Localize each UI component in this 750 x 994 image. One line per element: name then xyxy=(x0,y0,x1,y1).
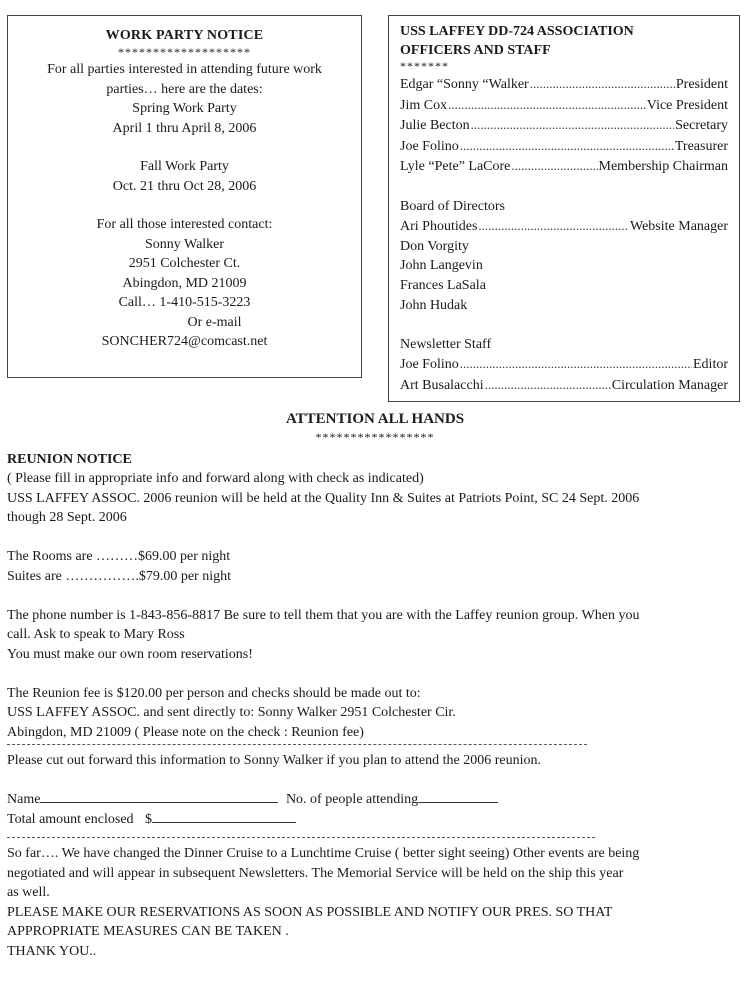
contact-or: Or e-mail xyxy=(187,314,242,330)
officer-row xyxy=(400,156,728,177)
name-blank[interactable] xyxy=(40,790,278,803)
officers-staff-box xyxy=(388,15,740,402)
officer-name: Joe Folino xyxy=(400,138,459,154)
caps-line-2: APPROPRIATE MEASURES CAN BE TAKEN . xyxy=(7,924,289,939)
board-member-name: Ari Phoutides xyxy=(400,219,478,235)
contact-street: 2951 Colchester Ct. xyxy=(128,256,241,271)
amount-label: Total amount enclosed xyxy=(7,811,134,827)
rooms-rate: The Rooms are ………$69.00 per night xyxy=(7,549,231,564)
sofar-line-1: So far…. We have changed the Dinner Cruise to a Lunchtime Cruise ( better sight seeing) Other events are being xyxy=(7,846,640,861)
officer-role: Treasurer xyxy=(674,138,728,154)
officer-row xyxy=(400,115,728,136)
officer-name: Edgar “Sonny “Walker xyxy=(400,77,529,92)
newsletter-row xyxy=(400,354,728,375)
amount-row xyxy=(7,810,743,830)
officer-role: Membership Chairman xyxy=(598,159,728,175)
newsletter-role: Circulation Manager xyxy=(611,377,728,393)
board-member: John Hudak xyxy=(400,297,468,313)
caps-line-1: PLEASE MAKE OUR RESERVATIONS AS SOON AS POSSIBLE AND NOTIFY OUR PRES. SO THAT xyxy=(7,904,613,920)
spring-party-dates: April 1 thru April 8, 2006 xyxy=(112,120,257,136)
contact-name: Sonny Walker xyxy=(144,236,225,252)
officer-role: President xyxy=(675,77,728,92)
board-member: Frances LaSala xyxy=(400,277,486,293)
reunion-instruction: ( Please fill in appropriate info and forward along with check as indicated) xyxy=(7,471,424,486)
thank-you: THANK YOU.. xyxy=(7,943,97,959)
officer-row xyxy=(400,74,728,95)
officer-name: Lyle “Pete” LaCore xyxy=(400,159,511,175)
officer-role: Vice President xyxy=(646,97,728,113)
contact-phone: Call… 1-410-515-3223 xyxy=(118,295,251,310)
officer-row xyxy=(400,95,728,116)
attention-stars: ***************** xyxy=(315,429,435,444)
people-label: No. of people attending xyxy=(285,792,419,807)
fee-line-2: USS LAFFEY ASSOC. and sent directly to: Sonny Walker 2951 Colchester Cir. xyxy=(7,705,456,720)
work-party-intro-2: parties… here are the dates: xyxy=(106,81,263,97)
reunion-section xyxy=(7,410,743,961)
officer-name: Julie Becton xyxy=(400,118,470,134)
contact-email: SONCHER724@comcast.net xyxy=(101,334,268,349)
attention-title: ATTENTION ALL HANDS xyxy=(285,411,465,427)
cutout-instruction: Please cut out forward this information to Sonny Walker if you plan to attend the 2006 reunion. xyxy=(7,753,542,768)
work-party-notice-box xyxy=(7,15,362,378)
board-row xyxy=(400,216,728,237)
contact-city: Abingdon, MD 21009 xyxy=(122,275,247,291)
reunion-para-1a: USS LAFFEY ASSOC. 2006 reunion will be held at the Quality Inn & Suites at Patriots Point, SC 24 Sept. 2006 xyxy=(7,490,640,506)
work-party-stars: ******************* xyxy=(118,45,251,59)
contact-intro: For all those interested contact: xyxy=(96,217,273,232)
officer-role: Secretary xyxy=(675,118,728,134)
board-member: John Langevin xyxy=(400,258,483,274)
reservations-note: You must make our own room reservations! xyxy=(7,646,253,662)
officers-title-1: USS LAFFEY DD-724 ASSOCIATION xyxy=(400,24,634,39)
name-label: Name xyxy=(7,792,41,807)
people-blank[interactable] xyxy=(418,790,498,803)
amount-blank[interactable] xyxy=(152,810,296,823)
fall-party-dates: Oct. 21 thru Oct 28, 2006 xyxy=(112,178,257,194)
newsletter-name: Joe Folino xyxy=(400,357,459,373)
reunion-para-1b: though 28 Sept. 2006 xyxy=(7,510,127,525)
newsletter-title: Newsletter Staff xyxy=(400,336,492,352)
work-party-title: WORK PARTY NOTICE xyxy=(105,28,264,43)
board-title: Board of Directors xyxy=(400,198,505,214)
fee-line-3: Abingdon, MD 21009 ( Please note on the check : Reunion fee) xyxy=(7,724,364,740)
phone-line-1: The phone number is 1-843-856-8817 Be sure to tell them that you are with the Laffey reunion group. When you xyxy=(7,607,640,623)
sofar-line-2: negotiated and will appear in subsequent Newsletters. The Memorial Service will be held on the ship this year xyxy=(7,865,624,881)
work-party-intro-1: For all parties interested in attending future work xyxy=(47,62,322,77)
board-member-role: Website Manager xyxy=(630,219,728,235)
board-member: Don Vorgity xyxy=(400,238,469,254)
newsletter-name: Art Busalacchi xyxy=(400,377,484,393)
sofar-line-3: as well. xyxy=(7,885,50,900)
name-row xyxy=(7,790,743,810)
dollar-sign: $ xyxy=(145,811,153,827)
cut-line xyxy=(7,744,587,745)
cut-line xyxy=(7,837,595,838)
fall-party-name: Fall Work Party xyxy=(140,159,229,174)
suites-rate: Suites are …………….$79.00 per night xyxy=(7,568,231,584)
newsletter-row xyxy=(400,375,728,396)
officer-row xyxy=(400,136,728,157)
officers-title-2: OFFICERS AND STAFF xyxy=(400,43,551,58)
reunion-heading: REUNION NOTICE xyxy=(7,451,132,467)
fee-line-1: The Reunion fee is $120.00 per person and checks should be made out to: xyxy=(7,685,421,701)
newsletter-role: Editor xyxy=(693,357,728,373)
officer-name: Jim Cox xyxy=(400,97,448,113)
spring-party-name: Spring Work Party xyxy=(132,101,237,116)
phone-line-2: call. Ask to speak to Mary Ross xyxy=(7,627,185,642)
officers-stars: ******* xyxy=(400,59,449,73)
